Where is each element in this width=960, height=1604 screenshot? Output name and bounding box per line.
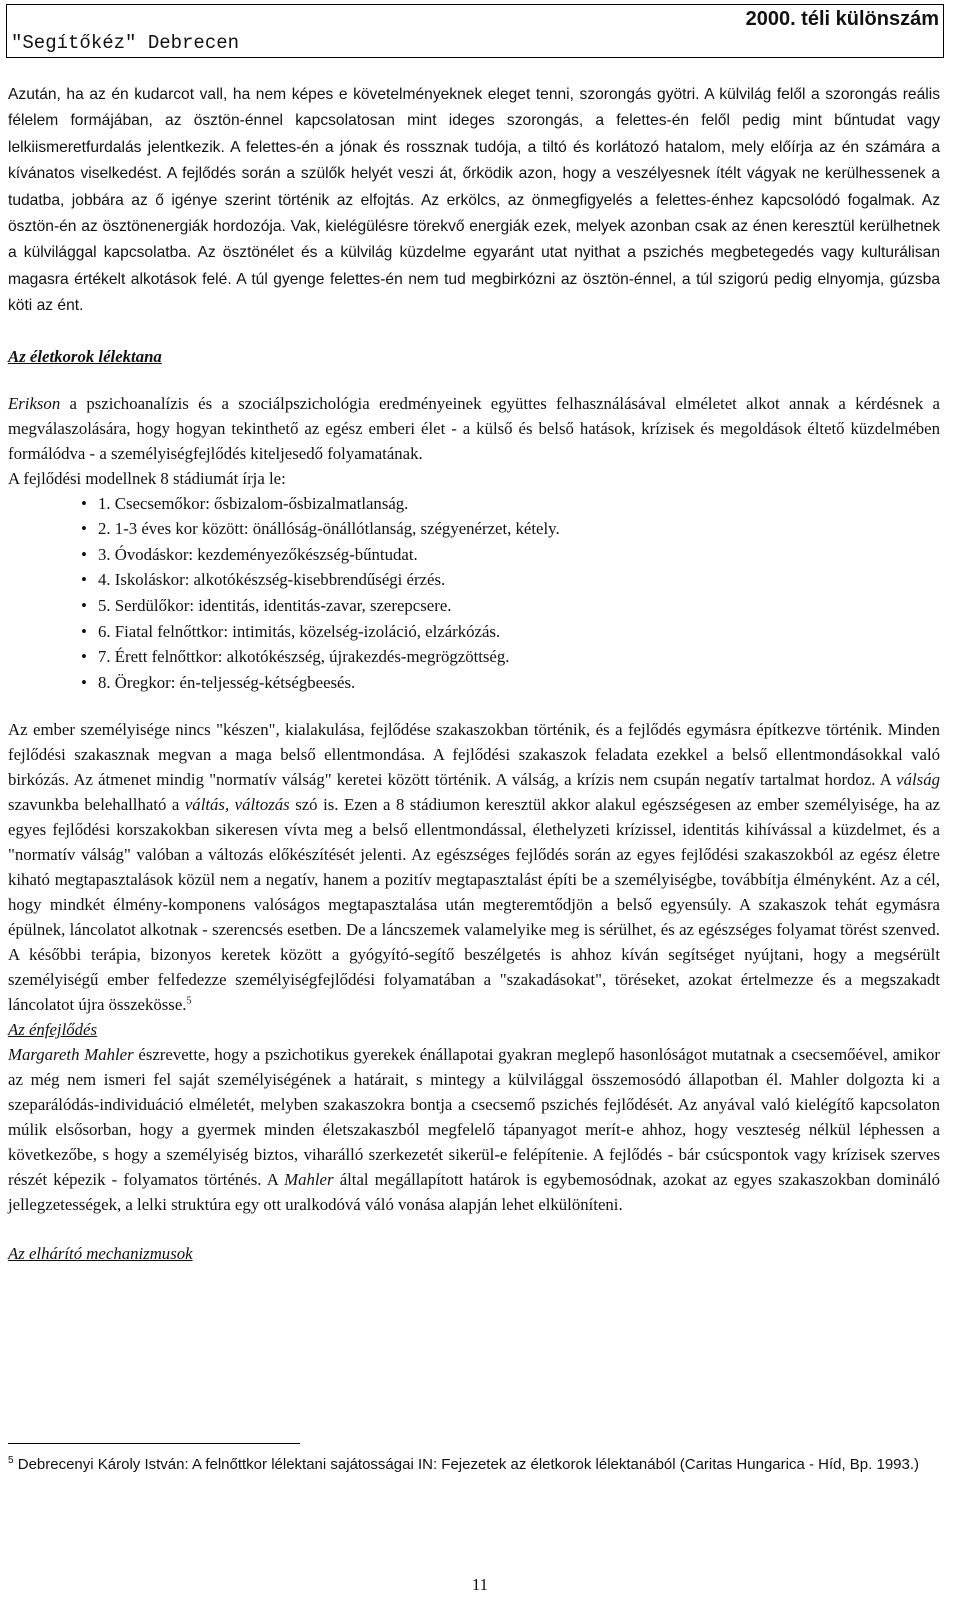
text-segment: által megállapított határok is egybemosódnak, azokat az egyes szakaszokban domináló jellegzetességek, a lelki struktúra egy ott uralkodóvá váló vonása alapján lehet elkülöníteni. bbox=[8, 1170, 941, 1215]
stage-text: 7. Érett felnőttkor: alkotókészség, újrakezdés-megrögzöttség. bbox=[98, 647, 510, 667]
list-item bbox=[8, 491, 940, 517]
bullet-icon: • bbox=[81, 596, 87, 616]
list-item bbox=[8, 542, 940, 568]
stages-intro: A fejlődési modellnek 8 stádiumát írja le: bbox=[8, 468, 286, 488]
footnote-number: 5 bbox=[8, 1455, 14, 1466]
paragraph-personality-development bbox=[8, 717, 940, 1017]
paragraph-superego-part1: Azután, ha az én kudarcot vall, ha nem képes e követelményeknek eleget tenni, szorongás gyötri. A külvilág felől a szorongás reális félelem formájában, az ösztön-énnel kapcsolatosan mint ideges szorongás, a felettes-én felől pedig mint bűntudat vagy lelkiismeretfurdalás jelentkezik. A felettes-én a jónak és rossznak tudója, a tiltó és korlátozó hatalom, mely előírja az én számára a kívánatos viselkedést. A fejlődés során a szülők helyét veszi át, őrködik azon, hogy a veszélyesnek ítélt vágyak ne kerülhessenek a tudatba, jobbára az ő igénye szerint történik az elfojtás. bbox=[8, 86, 940, 209]
main-content bbox=[8, 82, 940, 1288]
emphasis-valsag: válság bbox=[896, 770, 940, 790]
paragraph-superego bbox=[8, 82, 940, 320]
text-segment: szavunkba belehallható a bbox=[8, 795, 185, 815]
section-title-defense-mechanisms: Az elhárító mechanizmusok bbox=[8, 1244, 193, 1264]
stage-text: 1. Csecsemőkor: ősbizalom-ősbizalmatlanság. bbox=[98, 493, 409, 513]
paragraph-mahler bbox=[8, 1042, 940, 1217]
footnote-reference[interactable]: 5 bbox=[186, 995, 192, 1007]
text-segment: Az ember személyisége nincs "készen", kialakulása, fejlődése szakaszokban történik, és a fejlődés egymásra építkezve történik. Minden fejlődési szakasznak megvan a maga belső ellentmondása. A fejlődési szakaszok feladata ezekkel a belső ellentmondásokkal való birkózás. Az átmenet mindig "normatív válság" keretei között történik. A válság, a krízis nem csupán negatív tartalmat hordoz. A bbox=[8, 720, 940, 790]
footnote bbox=[8, 1452, 940, 1477]
stage-text: 2. 1-3 éves kor között: önállóság-önállótlanság, szégyenérzet, kétely. bbox=[98, 519, 560, 539]
bullet-icon: • bbox=[81, 493, 87, 513]
paragraph-erikson bbox=[8, 391, 940, 466]
footnote-text: Debrecenyi Károly István: A felnőttkor lélektani sajátosságai IN: Fejezetek az életkorok lélektanából (Caritas Hungarica - Híd, Bp. 1993.) bbox=[13, 1456, 920, 1473]
author-erikson: Erikson bbox=[8, 393, 61, 413]
header-issue: 2000. téli különszám bbox=[745, 8, 939, 30]
stage-list bbox=[8, 491, 940, 696]
bullet-icon: • bbox=[81, 519, 87, 539]
list-item bbox=[8, 670, 940, 696]
author-mahler-mention: Mahler bbox=[284, 1170, 334, 1190]
bullet-icon: • bbox=[81, 570, 87, 590]
stage-text: 8. Öregkor: én-teljesség-kétségbeesés. bbox=[98, 672, 356, 692]
emphasis-valtas: váltás, változás bbox=[184, 795, 290, 815]
list-item bbox=[8, 567, 940, 593]
page-number: 11 bbox=[471, 1575, 489, 1594]
bullet-icon: • bbox=[81, 544, 87, 564]
list-item bbox=[8, 593, 940, 619]
section-title-life-stages: Az életkorok lélektana bbox=[8, 346, 162, 366]
footnote-divider bbox=[8, 1443, 300, 1444]
text-segment: szó is. Ezen a 8 stádiumon keresztül akkor alakul egészségesen az ember személyisége, ha az egyes fejlődési korszakokban sikeresen vívta meg a belső ellentmondással, élethelyzeti krízissel, identitás kihívással a küzdelmet, és a "normatív válság" valóban a változás előkészítését jelenti. Az egészséges fejlődés során az egyes fejlődési szakaszokból az egész életre kiható megtapasztalások közül nem a negatív, hanem a pozitív megtapasztalást építi be a személyiségbe, továbbítja élményként. Az a cél, hogy mindkét élmény-komponens valóságos megtapasztalása után megteremtődjön a belső egyensúly. A szakaszok tehát egymásra épülnek, láncolatot alkotnak - szerencsés esetben. De a láncszemek valamelyike meg is sérülhet, és az egészséges folyamat törést szenved. A későbbi terápia, bizonyos keretek között a gyógyító-segítő beszélgetés is ahhoz kíván segítséget nyújtani, hogy a megsérült személyiségű ember felfedezze személyiségfejlődési folyamatában a "szakadásokat", töréseket, azokat értelmezze és a megszakadt láncolatot újra összekösse. bbox=[8, 795, 941, 1015]
author-mahler: Margareth Mahler bbox=[8, 1045, 134, 1065]
bullet-icon: • bbox=[81, 621, 87, 641]
list-item bbox=[8, 619, 940, 645]
header-organization: "Segítőkéz" Debrecen bbox=[11, 32, 240, 54]
stage-text: 5. Serdülőkor: identitás, identitás-zavar, szerepcsere. bbox=[98, 596, 452, 616]
paragraph-erikson-text: a pszichoanalízis és a szociálpszichológia eredményeinek együttes felhasználásával elméletet alkot annak a kérdésnek a megválaszolására, hogy hogyan tekinthető az egész emberi élet - a külső és belső hatások, krízisek és megoldások éltető küzdelmében formálódva - a személyiségfejlődés kiteljesedő folyamatának. bbox=[8, 393, 940, 463]
list-item bbox=[8, 644, 940, 670]
stage-text: 3. Óvodáskor: kezdeményezőkészség-bűntudat. bbox=[98, 544, 418, 564]
section-title-ego-development: Az énfejlődés bbox=[8, 1020, 98, 1040]
stage-text: 4. Iskoláskor: alkotókészség-kisebbrendűségi érzés. bbox=[98, 570, 446, 590]
list-item bbox=[8, 516, 940, 542]
bullet-icon: • bbox=[81, 672, 87, 692]
text-segment: észrevette, hogy a pszichotikus gyerekek énállapotai gyakran meglepő hasonlóságot mutatnak a csecsemőével, amikor az még nem ismeri fel saját személyiségének a határait, s mintegy a külvilággal összemosódó állapotban él. Mahler dolgozta ki a szeparálódás-individuáció elméletét, melyben szakaszokra bontja a csecsemő pszichés fejlődését. Az anyával való kielégítő kapcsolaton múlik elsősorban, hogy a gyermek minden életszakaszból megfelelő tápanyagot merít-e ahhoz, hogy veszteség nélkül léphessen a következőbe, s hogy a személyiség biztos, viharálló szerkezetét sikerül-e felépítenie. A fejlődés - bár csúcspontok vagy krízisek szerves részét képezik - folyamatos történés. A bbox=[8, 1045, 940, 1190]
stage-text: 6. Fiatal felnőttkor: intimitás, közelség-izoláció, elzárkózás. bbox=[98, 621, 501, 641]
bullet-icon: • bbox=[81, 647, 87, 667]
paragraph-superego-part2: Az erkölcs, az önmegfigyelés a felettes-énhez kapcsolódó fogalmak. Az ösztön-én az ösztönenergiák hordozója. Vak, kielégülésre törekvő energiák ezek, melyek azonban csak az énen keresztül kerülhetnek a külvilággal kapcsolatba. Az ösztönélet és a külvilág küzdelme egyaránt utat nyithat a pszichés megbetegedés vagy kulturálisan magasra értékelt alkotások felé. A túl gyenge felettes-én nem tud megbirkózni az ösztön-énnel, a túl szigorú pedig elnyomja, gúzsba köti az ént. bbox=[8, 191, 940, 315]
page-header bbox=[6, 4, 944, 58]
